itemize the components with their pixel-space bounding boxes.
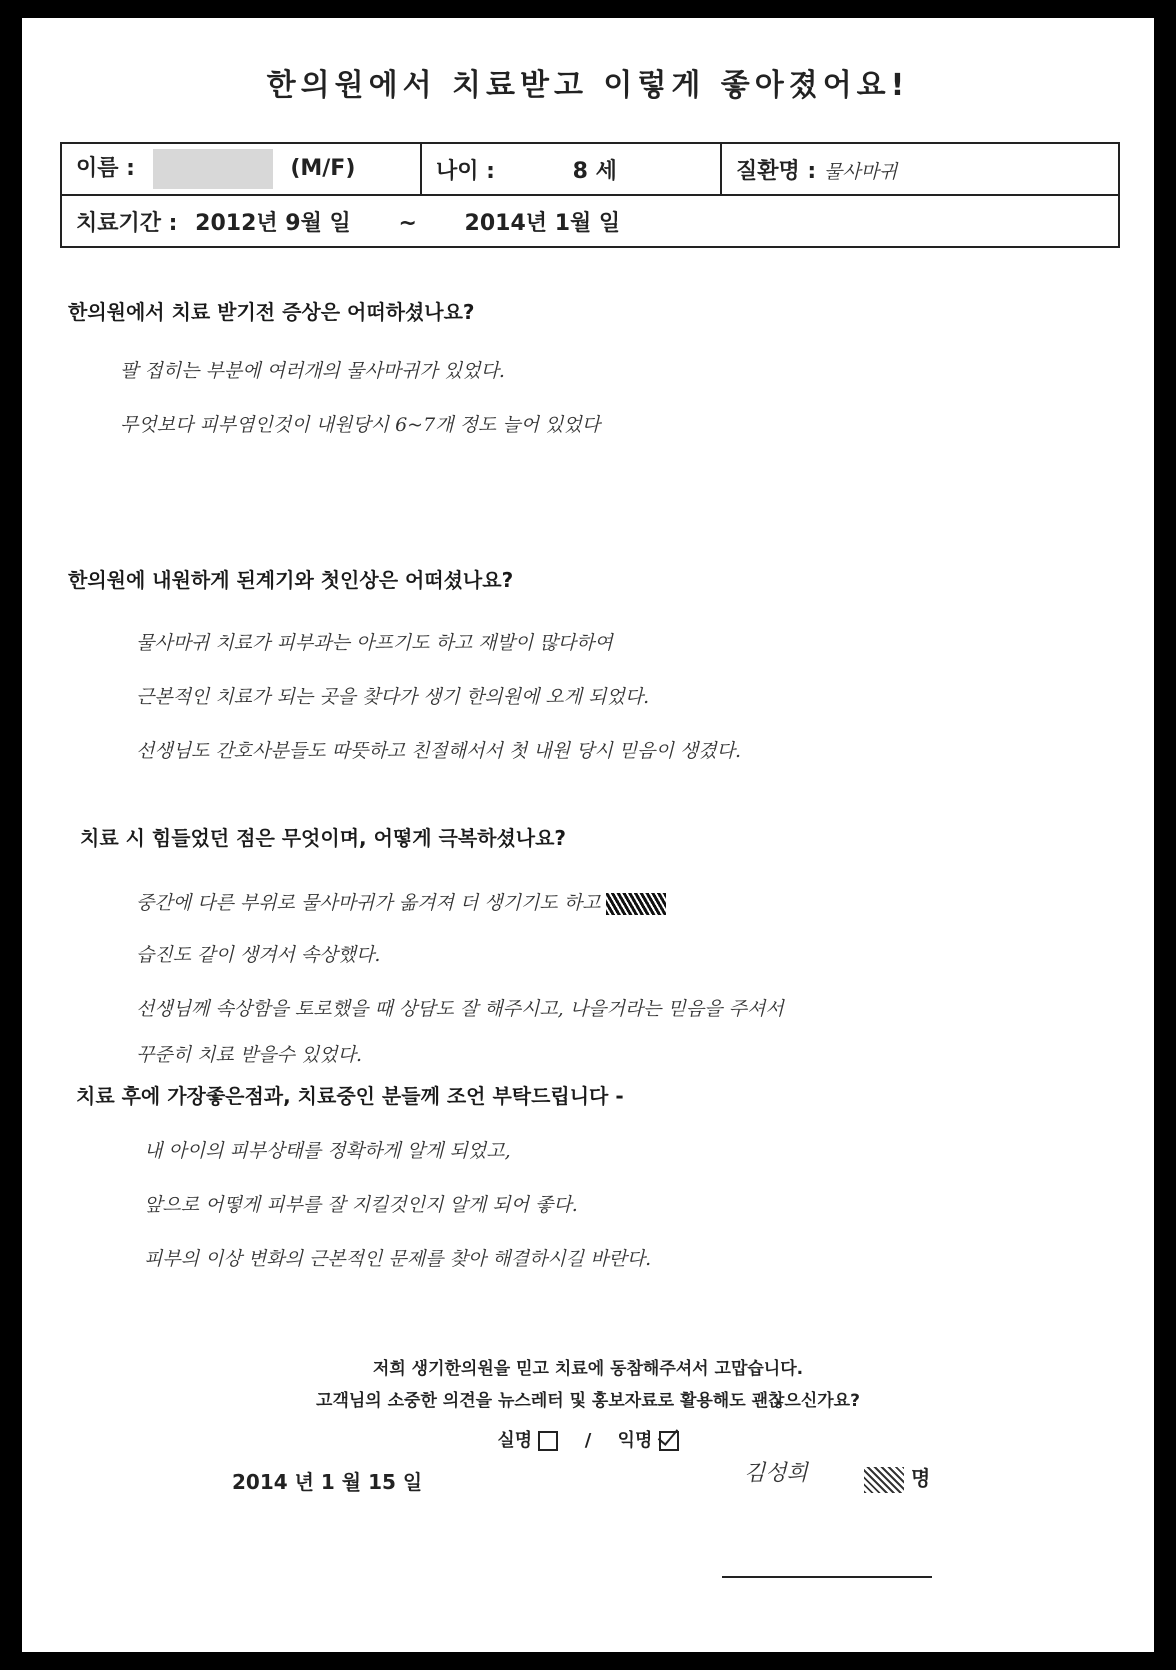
answer-3-line-3: 선생님께 속상함을 토로했을 때 상담도 잘 해주시고, 나을거라는 믿음을 주셔서 (136, 998, 784, 1020)
period-cell (61, 195, 1119, 247)
thanks-message: 저희 생기한의원을 믿고 치료에 동참해주셔서 고맙습니다. (372, 1359, 804, 1379)
name-cell (61, 143, 421, 195)
signature-line (722, 1576, 932, 1578)
name-label: 이름 : (76, 156, 135, 181)
form-date: 2014 년 1 월 15 일 (232, 1470, 423, 1494)
question-4: 치료 후에 가장좋은점과, 치료중인 분들께 조언 부탁드립니다 - (76, 1084, 624, 1108)
disease-value: 물사마귀 (823, 160, 898, 183)
answer-4-line-1: 내 아이의 피부상태를 정확하게 알게 되었고, (144, 1140, 511, 1162)
signature-stamp-area (864, 1462, 930, 1493)
signature-name: 김성희 (744, 1461, 808, 1486)
real-name-checkbox[interactable] (538, 1431, 558, 1451)
answer-3-line-4: 꾸준히 치료 받을수 있었다. (136, 1044, 363, 1066)
period-start: 2012년 9월 일 (195, 210, 351, 236)
consent-question: 고객님의 소중한 의견을 뉴스레터 및 홍보자료로 활용해도 괜찮으신가요? (316, 1391, 860, 1411)
answer-4-line-2: 앞으로 어떻게 피부를 잘 지킬것인지 알게 되어 좋다. (144, 1194, 578, 1216)
answer-2-line-3: 선생님도 간호사분들도 따뜻하고 친절해서서 첫 내원 당시 믿음이 생겼다. (136, 740, 741, 762)
crossed-out-scribble (606, 893, 666, 915)
answer-2-line-1: 물사마귀 치료가 피부과는 아프기도 하고 재발이 많다하여 (136, 632, 613, 654)
redacted-name (153, 149, 273, 189)
disease-label: 질환명 : (736, 158, 817, 184)
anonymous-label: 익명 (617, 1430, 653, 1451)
age-value: 8 세 (572, 158, 617, 184)
age-label: 나이 : (436, 158, 495, 184)
anonymous-checkbox[interactable] (659, 1431, 679, 1451)
gender-field: (M/F) (290, 156, 356, 181)
answer-3-line-2: 습진도 같이 생겨서 속상했다. (136, 944, 381, 966)
option-separator: / (584, 1430, 592, 1451)
answer-1-line-2: 무엇보다 피부염인것이 내원당시 6~7개 정도 늘어 있었다 (120, 414, 601, 436)
answer-4-line-3: 피부의 이상 변화의 근본적인 문제를 찾아 해결하시길 바란다. (144, 1248, 652, 1270)
patient-info-table (60, 142, 1120, 248)
consent-options (22, 1426, 1154, 1452)
period-label: 치료기간 : (76, 210, 178, 236)
form-title: 한의원에서 치료받고 이렇게 좋아졌어요! (266, 68, 910, 103)
real-name-label: 실명 (497, 1430, 533, 1451)
question-3: 치료 시 힘들었던 점은 무엇이며, 어떻게 극복하셨나요? (80, 826, 567, 850)
answer-3-line-1-text: 중간에 다른 부위로 물사마귀가 옮겨져 더 생기기도 하고 (136, 892, 601, 914)
testimonial-form (22, 18, 1154, 1652)
answer-1-line-1: 팔 접히는 부분에 여러개의 물사마귀가 있었다. (120, 360, 505, 382)
question-1: 한의원에서 치료 받기전 증상은 어떠하셨나요? (68, 300, 475, 324)
question-2: 한의원에 내원하게 된계기와 첫인상은 어떠셨나요? (68, 568, 514, 592)
disease-cell (721, 143, 1119, 195)
age-cell (421, 143, 721, 195)
period-separator: ~ (398, 210, 417, 236)
answer-3-line-1 (136, 888, 666, 915)
answer-2-line-2: 근본적인 치료가 되는 곳을 찾다가 생기 한의원에 오게 되었다. (136, 686, 650, 708)
sign-suffix: 명 (910, 1466, 931, 1490)
period-end: 2014년 1월 일 (464, 210, 621, 236)
signature-stamp (864, 1467, 904, 1493)
